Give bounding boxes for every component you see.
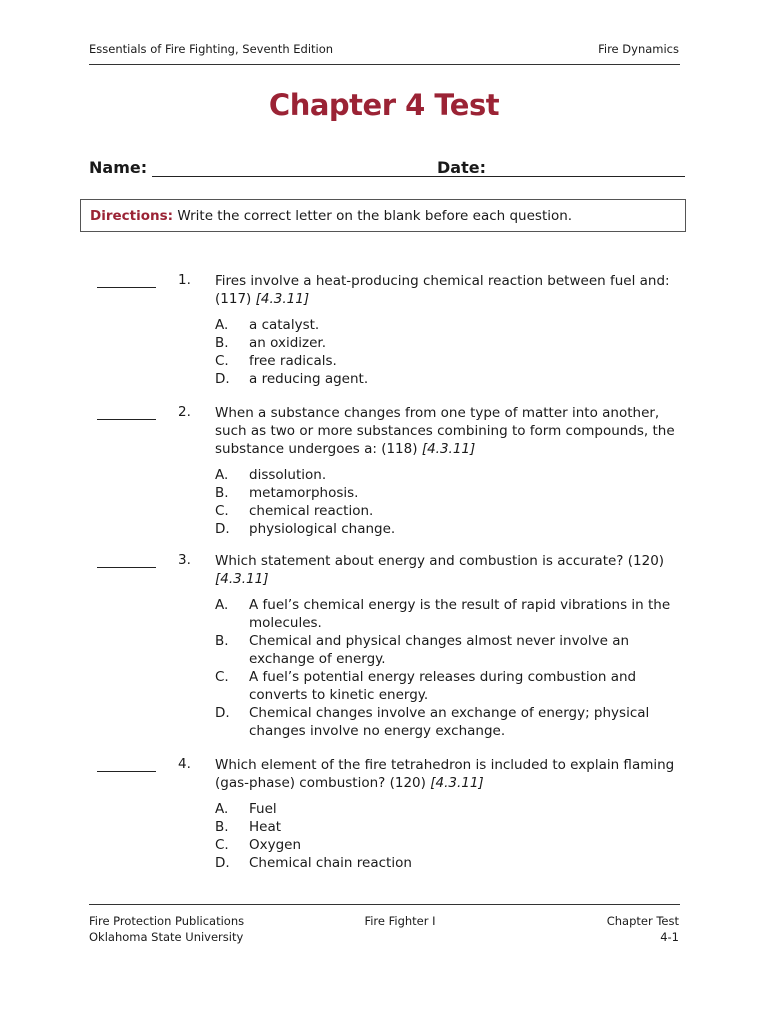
directions-box xyxy=(80,199,686,232)
question-citation: [4.3.11] xyxy=(215,571,269,587)
choice-item xyxy=(215,632,675,668)
choice-text: A fuel’s chemical energy is the result of rapid vibrations in the molecules. xyxy=(249,597,671,631)
choice-item xyxy=(215,818,675,836)
choice-letter: B. xyxy=(215,633,229,649)
choice-item xyxy=(215,596,675,632)
question-citation: [4.3.11] xyxy=(255,291,310,307)
date-blank[interactable] xyxy=(492,176,685,177)
choice-item xyxy=(215,668,675,704)
choice-text: a catalyst. xyxy=(249,317,320,333)
choice-text: physiological change. xyxy=(249,521,396,537)
choice-text: Fuel xyxy=(249,801,277,817)
choice-letter: D. xyxy=(215,705,230,721)
choice-item xyxy=(215,334,675,352)
choice-text: free radicals. xyxy=(249,353,337,369)
choice-letter: D. xyxy=(215,371,230,387)
choice-letter: A. xyxy=(215,317,229,333)
choice-text: Chemical changes involve an exchange of energy; physical changes involve no energy exchange. xyxy=(249,705,650,739)
choice-text: Chemical and physical changes almost never involve an exchange of energy. xyxy=(249,633,630,667)
header-divider xyxy=(89,64,680,65)
chapter-name: Fire Dynamics xyxy=(598,42,679,56)
question-number: 4. xyxy=(178,756,191,772)
choice-letter: C. xyxy=(215,837,229,853)
choice-letter: A. xyxy=(215,597,229,613)
question-citation: [4.3.11] xyxy=(430,775,484,791)
page-header xyxy=(89,42,679,56)
choice-text: dissolution. xyxy=(249,467,327,483)
date-label: Date: xyxy=(437,158,486,177)
choice-letter: B. xyxy=(215,485,229,501)
choice-item xyxy=(215,466,675,484)
choice-list xyxy=(215,596,675,740)
choice-text: Oxygen xyxy=(249,837,302,853)
choice-item xyxy=(215,484,675,502)
directions-label: Directions: xyxy=(90,208,174,224)
book-title: Essentials of Fire Fighting, Seventh Edition xyxy=(89,42,334,56)
choice-letter: A. xyxy=(215,801,229,817)
choice-item xyxy=(215,502,675,520)
university-name: Oklahoma State University xyxy=(89,930,244,944)
answer-blank[interactable] xyxy=(97,771,156,772)
question-number: 3. xyxy=(178,552,191,568)
choice-item xyxy=(215,316,675,334)
answer-blank[interactable] xyxy=(97,419,156,420)
question-number: 1. xyxy=(178,272,191,288)
question-text: Which statement about energy and combustion is accurate? (120) xyxy=(215,553,665,569)
footer-course: Fire Fighter I xyxy=(364,914,436,928)
question-number: 2. xyxy=(178,404,191,420)
choice-item xyxy=(215,370,675,388)
choice-item xyxy=(215,836,675,854)
document-type: Chapter Test xyxy=(606,914,679,928)
page-title: Chapter 4 Test xyxy=(268,88,500,122)
choice-letter: B. xyxy=(215,819,229,835)
name-label: Name: xyxy=(89,158,148,177)
name-date-row xyxy=(89,158,685,182)
page-number: 4-1 xyxy=(660,930,679,944)
choice-item xyxy=(215,352,675,370)
choice-letter: A. xyxy=(215,467,229,483)
directions-text: Write the correct letter on the blank before each question. xyxy=(177,208,573,224)
choice-item xyxy=(215,520,675,538)
choice-letter: D. xyxy=(215,521,230,537)
choice-text: chemical reaction. xyxy=(249,503,374,519)
choice-list xyxy=(215,466,675,538)
question-citation: [4.3.11] xyxy=(421,441,476,457)
question-text: Fires involve a heat-producing chemical reaction between fuel and: (117) xyxy=(215,273,670,307)
choice-item xyxy=(215,800,675,818)
choice-letter: D. xyxy=(215,855,230,871)
choice-text: A fuel’s potential energy releases during combustion and converts to kinetic energy. xyxy=(249,669,637,703)
choice-item xyxy=(215,854,675,872)
choice-letter: C. xyxy=(215,353,229,369)
answer-blank[interactable] xyxy=(97,287,156,288)
question-text: When a substance changes from one type of matter into another, such as two or more substances combining to form compounds, the substance undergoes a: (118) xyxy=(215,405,675,457)
question-stem xyxy=(215,404,675,458)
choice-letter: C. xyxy=(215,503,229,519)
choice-text: metamorphosis. xyxy=(249,485,359,501)
choice-item xyxy=(215,704,675,740)
choice-text: an oxidizer. xyxy=(249,335,327,351)
choice-text: Chemical chain reaction xyxy=(249,855,412,871)
choice-text: Heat xyxy=(249,819,282,835)
answer-blank[interactable] xyxy=(97,567,156,568)
footer-divider xyxy=(89,904,680,905)
question-stem xyxy=(215,272,675,308)
question-stem xyxy=(215,756,675,792)
question-text: Which element of the fire tetrahedron is included to explain flaming (gas-phase) combustion? (120) xyxy=(215,757,675,791)
choice-letter: C. xyxy=(215,669,229,685)
choice-letter: B. xyxy=(215,335,229,351)
publisher-name: Fire Protection Publications xyxy=(89,914,245,928)
choice-list xyxy=(215,316,675,388)
choice-list xyxy=(215,800,675,872)
question-stem xyxy=(215,552,675,588)
footer-page-info xyxy=(607,913,679,945)
choice-text: a reducing agent. xyxy=(249,371,369,387)
